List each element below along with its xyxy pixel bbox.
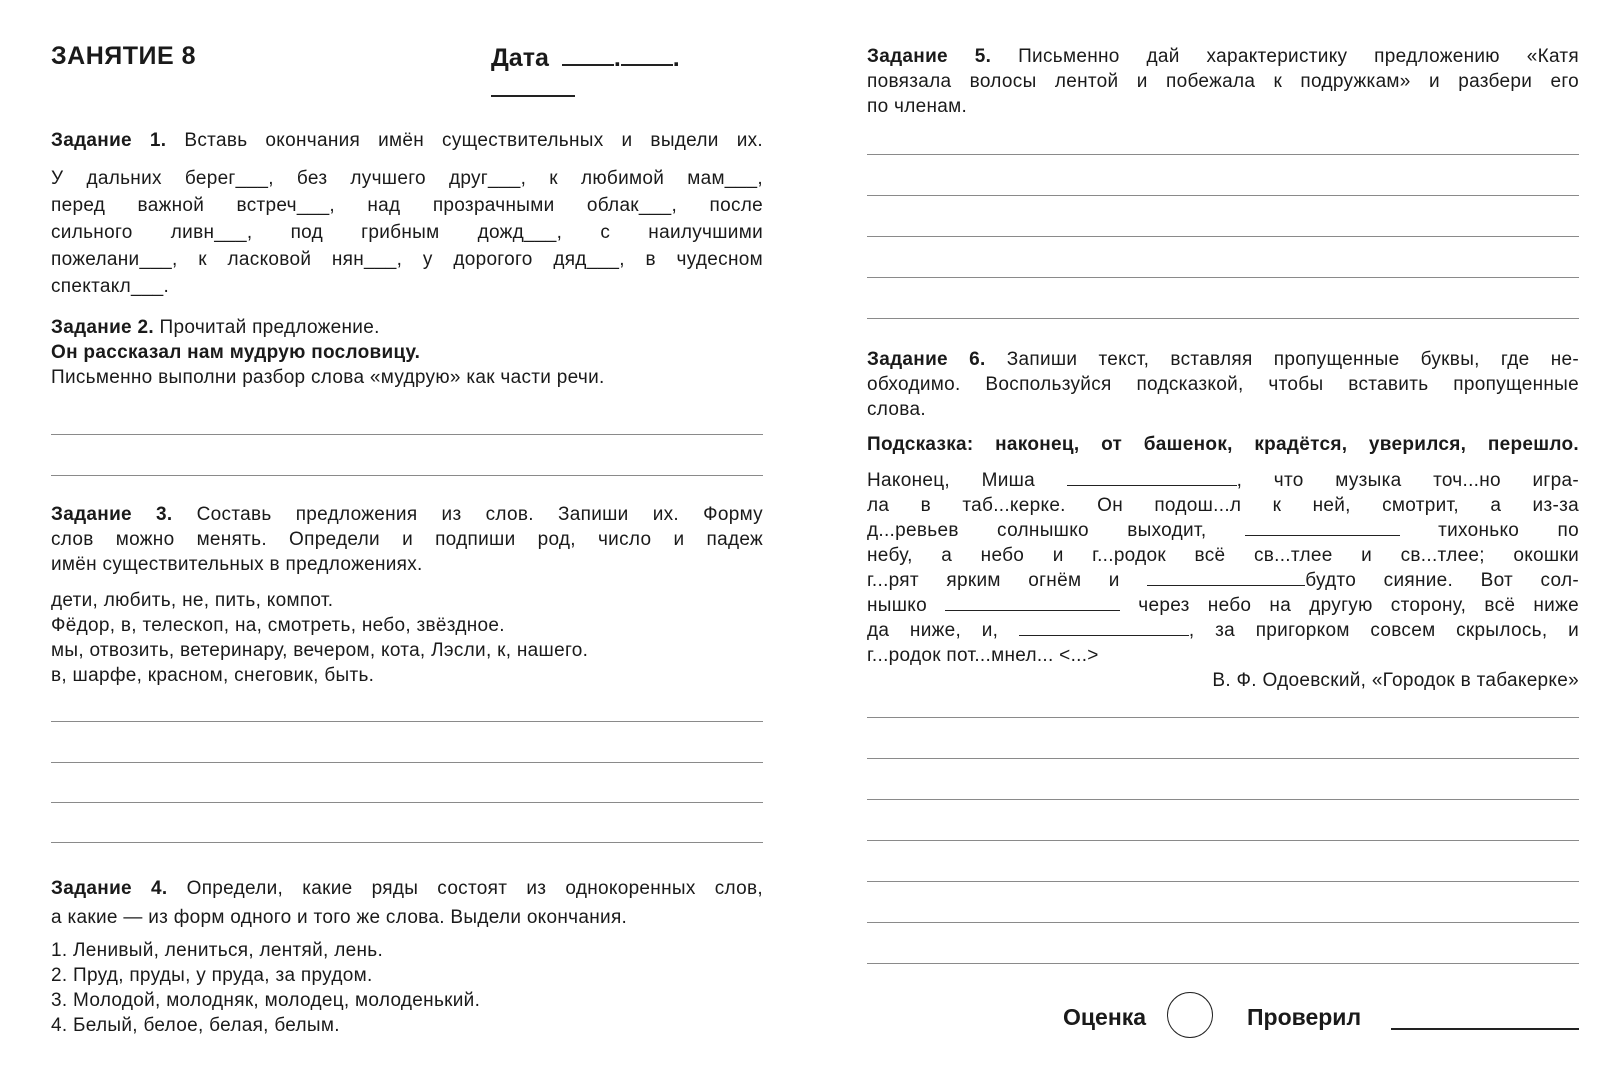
task-1-line: пожелани___, к ласковой нян___, у дорогого дяд___, в чудесном [51,249,763,270]
passage-line: небу, а небо и г...родок всё св...тлее и св...тлее; окошки [867,545,1579,566]
answer-line[interactable] [51,802,763,803]
task-1-line: У дальних берег___, без лучшего друг___, к любимой мам___, [51,168,763,189]
checked-by-line[interactable] [1391,1028,1579,1030]
task-1-text: Вставь окончания имён существительных и выдели их. [184,130,763,151]
answer-line[interactable] [867,236,1579,237]
task-6-text: Запиши текст, вставляя пропущенные буквы, где не- [1006,349,1579,370]
task-2-text: Прочитай предложение. [159,317,380,338]
passage-text: да ниже, и, [867,620,999,641]
task-6-text: слова. [867,399,926,420]
task-3-words: в, шарфе, красном, снеговик, быть. [51,665,375,686]
date-separator: . [613,44,621,72]
answer-line[interactable] [867,799,1579,800]
task-3-heading [51,502,763,527]
date-separator: . [672,44,680,72]
task-5-text: повязала волосы лентой и побежала к подружкам» и разбери его [867,71,1579,92]
task-1-heading [51,128,763,153]
answer-line[interactable] [51,842,763,843]
passage-line: г...родок пот...мнел... <...> [867,645,1099,666]
lesson-title: ЗАНЯТИЕ 8 [51,42,197,70]
task-2-heading [51,315,763,340]
gap-blank[interactable] [1147,569,1305,586]
task-3-words: мы, отвозить, ветеринару, вечером, кота, Лэсли, к, нашего. [51,640,589,661]
passage-text: будто сияние. Вот сол- [1305,570,1579,591]
task-2-label: Задание 2. [51,317,154,338]
gap-blank[interactable] [1067,469,1237,486]
passage-text: нышко [867,595,927,616]
author-citation: В. Ф. Одоевский, «Городок в табакерке» [1212,670,1579,691]
task-3-words: Фёдор, в, телескоп, на, смотреть, небо, звёздное. [51,615,505,636]
task-6-heading [867,347,1579,372]
task-4-item: 2. Пруд, пруды, у пруда, за прудом. [51,965,373,986]
task-2 [51,315,763,390]
answer-line[interactable] [51,475,763,476]
passage-line: ла в таб...керке. Он подош...л к ней, смотрит, а из-за [867,495,1579,516]
task-6 [867,347,1579,693]
grade-circle[interactable] [1167,992,1213,1038]
task-5-text: Письменно дай характеристику предложению «Катя [1018,46,1579,67]
passage-text: Наконец, Миша [867,470,1036,491]
answer-line[interactable] [867,881,1579,882]
task-1-line: спектакл___. [51,276,170,297]
task-5-text: по членам. [867,96,968,117]
task-3 [51,502,763,688]
task-1-line: сильного ливн___, под грибным дожд___, с наилучшими [51,222,763,243]
task-6-text: обходимо. Воспользуйся подсказкой, чтобы вставить пропущенные [867,374,1579,395]
task-5-label: Задание 5. [867,46,992,67]
passage-line [867,468,1579,493]
grade-label: Оценка [1063,1004,1147,1030]
passage-text: г...рят ярким огнём и [867,570,1120,591]
task-3-words: дети, любить, не, пить, компот. [51,590,334,611]
answer-line[interactable] [867,717,1579,718]
answer-line[interactable] [51,721,763,722]
task-4-item: 4. Белый, белое, белая, белым. [51,1015,340,1036]
gap-blank[interactable] [1019,619,1189,636]
checked-by-label: Проверил [1247,1004,1362,1030]
task-6-hint: Подсказка: наконец, от башенок, крадётся, уверился, перешло. [867,434,1579,455]
task-4-text: а какие — из форм одного и того же слова. Выдели окончания. [51,907,628,928]
task-6-passage [867,468,1579,693]
task-3-text: слов можно менять. Определи и подпиши род, число и падеж [51,529,763,550]
task-3-text: Составь предложения из слов. Запиши их. Форму [196,504,763,525]
date-month-blank[interactable] [621,42,673,66]
grading-footer [867,990,1579,1040]
passage-line [867,518,1579,543]
passage-text: через небо на другую сторону, всё ниже [1138,595,1579,616]
answer-line[interactable] [867,277,1579,278]
passage-line [867,568,1579,593]
task-4-text: Определи, какие ряды состоят из однокоренных слов, [186,878,763,899]
task-2-sentence: Он рассказал нам мудрую пословицу. [51,342,421,363]
answer-line[interactable] [867,840,1579,841]
page-header [51,42,763,82]
passage-text: тихонько по [1438,520,1579,541]
passage-line [867,618,1579,643]
answer-line[interactable] [867,318,1579,319]
task-1-label: Задание 1. [51,130,167,151]
task-4-item: 3. Молодой, молодняк, молодец, молоденький. [51,990,481,1011]
passage-text: , что музыка точ...но игра- [1236,470,1579,491]
answer-line[interactable] [867,154,1579,155]
task-1 [51,128,763,300]
task-3-label: Задание 3. [51,504,173,525]
answer-line[interactable] [51,434,763,435]
task-3-text: имён существительных в предложениях. [51,554,423,575]
task-5 [867,44,1579,119]
task-2-instruction: Письменно выполни разбор слова «мудрую» как части речи. [51,367,605,388]
passage-line [867,593,1579,618]
gap-blank[interactable] [1245,519,1400,536]
date-field[interactable] [491,42,763,104]
task-4-heading [51,874,763,903]
task-6-label: Задание 6. [867,349,986,370]
date-day-blank[interactable] [562,42,614,66]
date-year-blank[interactable] [491,73,575,97]
answer-line[interactable] [867,922,1579,923]
passage-text: д...ревьев солнышко выходит, [867,520,1207,541]
answer-line[interactable] [51,762,763,763]
passage-text: , за пригорком совсем скрылось, и [1188,620,1579,641]
task-4 [51,874,763,1038]
task-4-label: Задание 4. [51,878,168,899]
answer-line[interactable] [867,195,1579,196]
answer-line[interactable] [867,758,1579,759]
task-4-item: 1. Ленивый, лениться, лентяй, лень. [51,940,384,961]
date-label: Дата [491,44,549,72]
task-5-heading [867,44,1579,69]
answer-line[interactable] [867,963,1579,964]
task-1-line: перед важной встреч___, над прозрачными облак___, после [51,195,763,216]
gap-blank[interactable] [945,594,1120,611]
